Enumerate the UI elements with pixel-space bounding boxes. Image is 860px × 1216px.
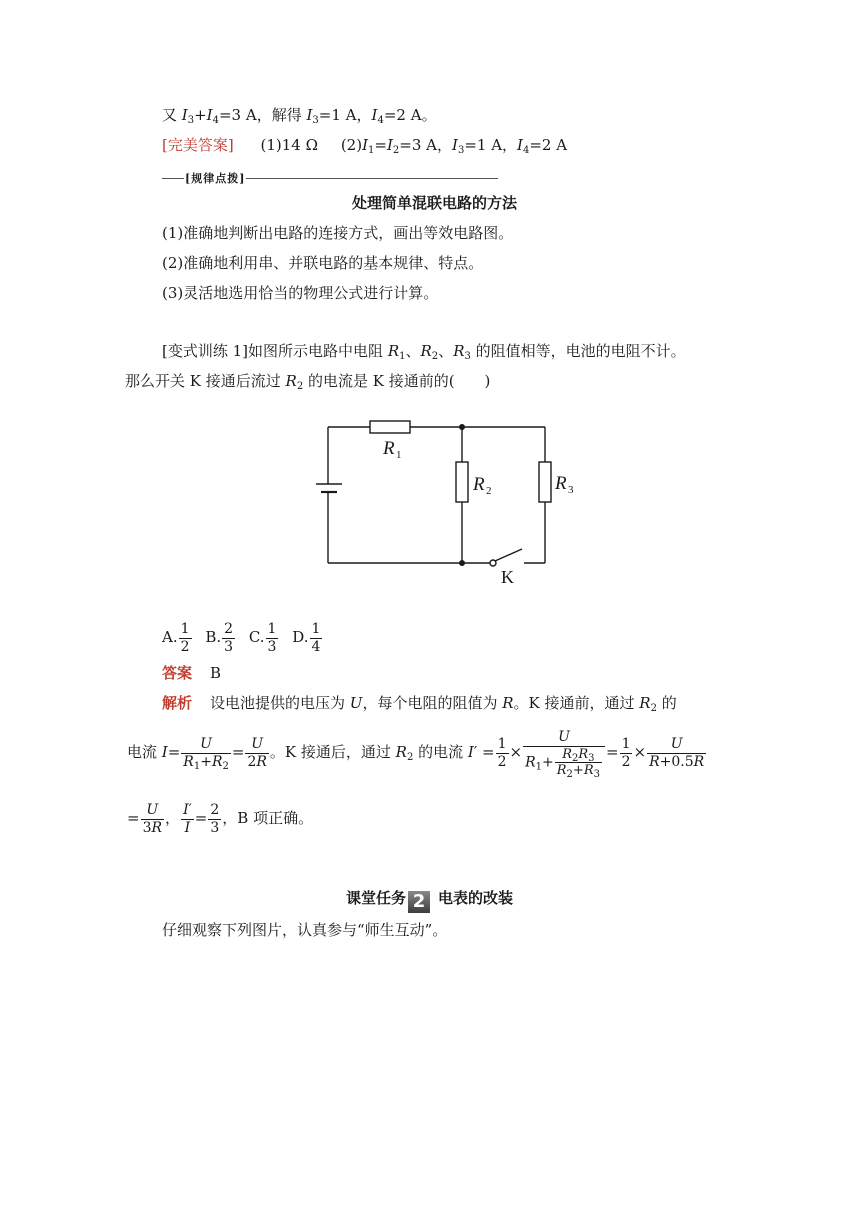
option-c[interactable]: C. $\frac{1}{3}$ <box>248 620 277 655</box>
switch-k-contact <box>490 560 496 566</box>
option-a[interactable]: A. $\frac{1}{2}$ <box>162 620 190 655</box>
section-prefix: 课堂任务 <box>346 889 407 907</box>
section-title: 电表的改装 <box>438 889 514 907</box>
rule-box-header <box>162 170 498 186</box>
label-r2-sub: 2 <box>486 485 492 497</box>
resistor-r3 <box>539 462 551 502</box>
option-d[interactable]: D. $\frac{1}{4}$ <box>292 620 321 655</box>
perfect-answer-tag: [完美答案] <box>162 136 234 154</box>
switch-k-blade <box>495 549 522 561</box>
rule-box-label: [规律点拨] <box>185 172 246 185</box>
rule-item-3: (3)灵活地选用恰当的物理公式进行计算。 <box>162 284 439 302</box>
label-r1: R <box>383 438 395 459</box>
options-row <box>162 620 323 656</box>
exercise-line-1: [变式训练 1]如图所示电路中电阻 $R_1$、$R_2$、$R_3$ 的阻值相等，电池的电阻不计。 <box>162 342 686 362</box>
section-number-badge: 2 <box>408 891 430 913</box>
exercise-line-2: 那么开关 K 接通后流过 $R_2$ 的电流是 K 接通前的( ) <box>125 372 491 392</box>
section-intro: 仔细观察下列图片，认真参与“师生互动”。 <box>162 921 448 939</box>
label-k: K <box>501 567 514 587</box>
answer-line <box>162 663 221 683</box>
resistor-r1 <box>370 421 410 433</box>
answer-label: 答案 <box>162 664 193 682</box>
rule-item-2: (2)准确地利用串、并联电路的基本规律、特点。 <box>162 254 484 272</box>
rule-box-title: 处理简单混联电路的方法 <box>352 194 518 212</box>
analysis-line-1: 解析 设电池提供的电压为 U，每个电阻的阻值为 R。K 接通前，通过 $R_2$ 的 <box>162 694 677 714</box>
exercise-tag: [变式训练 1] <box>162 342 249 360</box>
analysis-line-3: = $\frac{U}{3R}$ ， $\frac{I'}{I}$ = $\frac{2}{3}$ ，B 项正确。 <box>127 801 314 836</box>
section-header <box>346 888 513 913</box>
answer-value: B <box>210 664 222 682</box>
resistor-r2 <box>456 462 468 502</box>
junction-top <box>459 424 465 430</box>
circuit-diagram <box>310 410 574 590</box>
label-r3: R <box>555 473 567 494</box>
analysis-label: 解析 <box>162 694 193 712</box>
rule-item-1: (1)准确地判断出电路的连接方式，画出等效电路图。 <box>162 224 514 242</box>
analysis-line-2: 电流 I= $\frac{U}{R_1+R_2}$ = $\frac{U}{2R}$ 。K 接通后，通过 $R_2$ 的电流 I′ = $\frac{1}{2}$ × U $R_1+$ $\frac{R_2R_3}{R_2+R_3}$ = $\frac{1}{2}$ × $\frac{U}{R+0.5R}$ <box>127 728 705 780</box>
option-b[interactable]: B. $\frac{2}{3}$ <box>205 620 234 655</box>
label-r3-sub: 3 <box>568 484 574 496</box>
prev-solution-line: 又 $I_3+I_4=3$ A，解得 $I_3=1$ A，$I_4=2$ A。 <box>162 106 437 126</box>
junction-bottom <box>459 560 465 566</box>
label-r1-sub: 1 <box>396 449 402 461</box>
label-r2: R <box>473 474 485 495</box>
perfect-answer-line: [完美答案] (1)14 Ω $(2)I_1=I_2=3$ A，$I_3=1$ A，$I_4=2$ A <box>162 136 568 156</box>
